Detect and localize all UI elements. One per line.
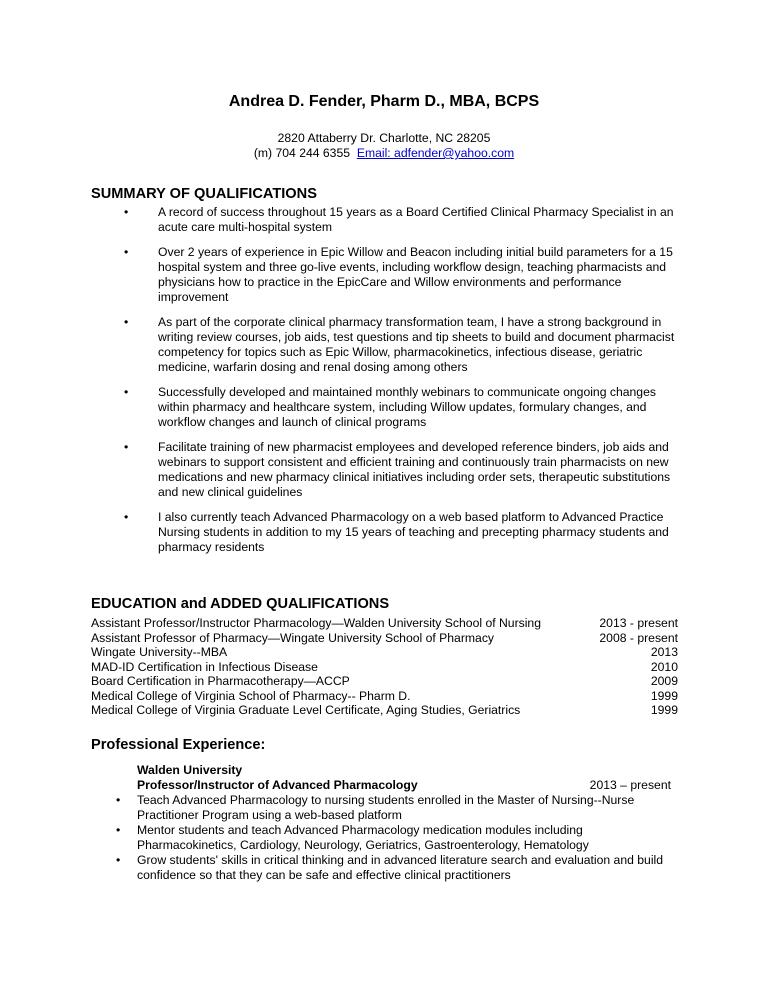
duty-text: Teach Advanced Pharmacology to nursing students enrolled in the Master of Nursing--Nurse Practitioner Program using a web-based platform (137, 793, 635, 822)
summary-item (91, 385, 683, 430)
summary-heading: SUMMARY OF QUALIFICATIONS (91, 186, 317, 202)
candidate-name: Andrea D. Fender, Pharm D., MBA, BCPS (228, 93, 540, 110)
education-year: 2010 (650, 659, 678, 674)
summary-item (91, 205, 683, 235)
education-text: MAD-ID Certification in Infectious Disease (91, 659, 318, 674)
education-text: Medical College of Virginia Graduate Level Certificate, Aging Studies, Geriatrics (91, 703, 521, 717)
bullet-icon: • (116, 823, 121, 837)
education-year: 2008 - present (599, 630, 678, 645)
education-year: 2013 - present (599, 616, 678, 630)
address-line: 2820 Attaberry Dr. Charlotte, NC 28205 (277, 131, 491, 145)
bullet-icon: • (124, 245, 129, 259)
bullet-icon: • (124, 385, 129, 399)
contact-line (0, 146, 768, 161)
job-entry (137, 763, 677, 792)
summary-item (91, 510, 683, 555)
job-dates: 2013 – present (589, 777, 671, 792)
duties-list (91, 793, 683, 883)
summary-item-text: A record of success throughout 15 years as a Board Certified Clinical Pharmacy Specialist in an acute care multi-hospital system (158, 205, 674, 234)
education-row (91, 674, 678, 689)
summary-list (91, 205, 683, 565)
education-row (91, 645, 678, 660)
bullet-icon: • (124, 510, 129, 524)
education-year: 1999 (650, 703, 678, 717)
education-list (91, 616, 678, 718)
education-year: 2009 (650, 674, 678, 688)
summary-item-text: Successfully developed and maintained monthly webinars to communicate ongoing changes within pharmacy and healthcare system, including Willow updates, formulary changes, and workflow changes and launch of clinical programs (158, 385, 656, 429)
bullet-icon: • (124, 205, 129, 219)
experience-heading: Professional Experience: (91, 737, 266, 753)
education-text: Assistant Professor/Instructor Pharmacology—Walden University School of Nursing (91, 616, 541, 630)
phone-number: (m) 704 244 6355 (253, 146, 351, 160)
summary-item-text: As part of the corporate clinical pharmacy transformation team, I have a strong background in writing review courses, job aids, test questions and tip sheets to build and document pharmacist competency for topics such as Epic Willow, pharmacokinetics, infectious disease, geriatric medicine, warfarin dosing and renal dosing among others (158, 315, 675, 374)
summary-item-text: Over 2 years of experience in Epic Willow and Beacon including initial build parameters for a 15 hospital system and three go-live events, including workflow design, teaching pharmacists and physicians how to practice in the EpicCare and Willow environments and performance improvement (158, 245, 673, 304)
education-heading: EDUCATION and ADDED QUALIFICATIONS (91, 596, 390, 612)
duty-item (91, 793, 683, 823)
summary-item (91, 440, 683, 500)
education-row (91, 689, 678, 704)
summary-item-text: I also currently teach Advanced Pharmacology on a web based platform to Advanced Practice Nursing students in addition to my 15 years of teaching and precepting pharmacy students and pharmacy residents (158, 510, 669, 554)
education-text: Board Certification in Pharmacotherapy—ACCP (91, 674, 350, 688)
duty-text: Mentor students and teach Advanced Pharmacology medication modules including Pharmacokinetics, Cardiology, Neurology, Geriatrics, Gastroenterology, Hematology (137, 823, 589, 852)
email-link[interactable]: Email: adfender@yahoo.com (356, 146, 515, 160)
job-title-row (137, 778, 677, 793)
summary-item (91, 315, 683, 375)
bullet-icon: • (124, 315, 129, 329)
duty-item (91, 853, 683, 883)
education-row (91, 660, 678, 675)
education-row (91, 616, 678, 631)
education-text: Wingate University--MBA (91, 645, 228, 659)
summary-item-text: Facilitate training of new pharmacist employees and developed reference binders, job aids and webinars to support consistent and efficient training and continuously train pharmacists on new medications and new pharmacy clinical initiatives including order sets, therapeutic substitutions and new clinical guidelines (158, 440, 671, 499)
employer-name: Walden University (137, 763, 243, 777)
education-text: Assistant Professor of Pharmacy—Wingate University School of Pharmacy (91, 630, 495, 645)
education-year: 2013 (650, 645, 678, 659)
summary-item (91, 245, 683, 305)
job-title: Professor/Instructor of Advanced Pharmacology (137, 777, 418, 792)
education-text: Medical College of Virginia School of Pharmacy-- Pharm D. (91, 688, 411, 703)
bullet-icon: • (116, 793, 121, 807)
duty-text: Grow students' skills in critical thinking and in advanced literature search and evaluation and build confidence so that they can be safe and effective clinical practitioners (137, 853, 664, 882)
education-year: 1999 (650, 688, 678, 703)
education-row (91, 703, 678, 718)
bullet-icon: • (124, 440, 129, 454)
bullet-icon: • (116, 853, 121, 867)
duty-item (91, 823, 683, 853)
education-row (91, 631, 678, 646)
